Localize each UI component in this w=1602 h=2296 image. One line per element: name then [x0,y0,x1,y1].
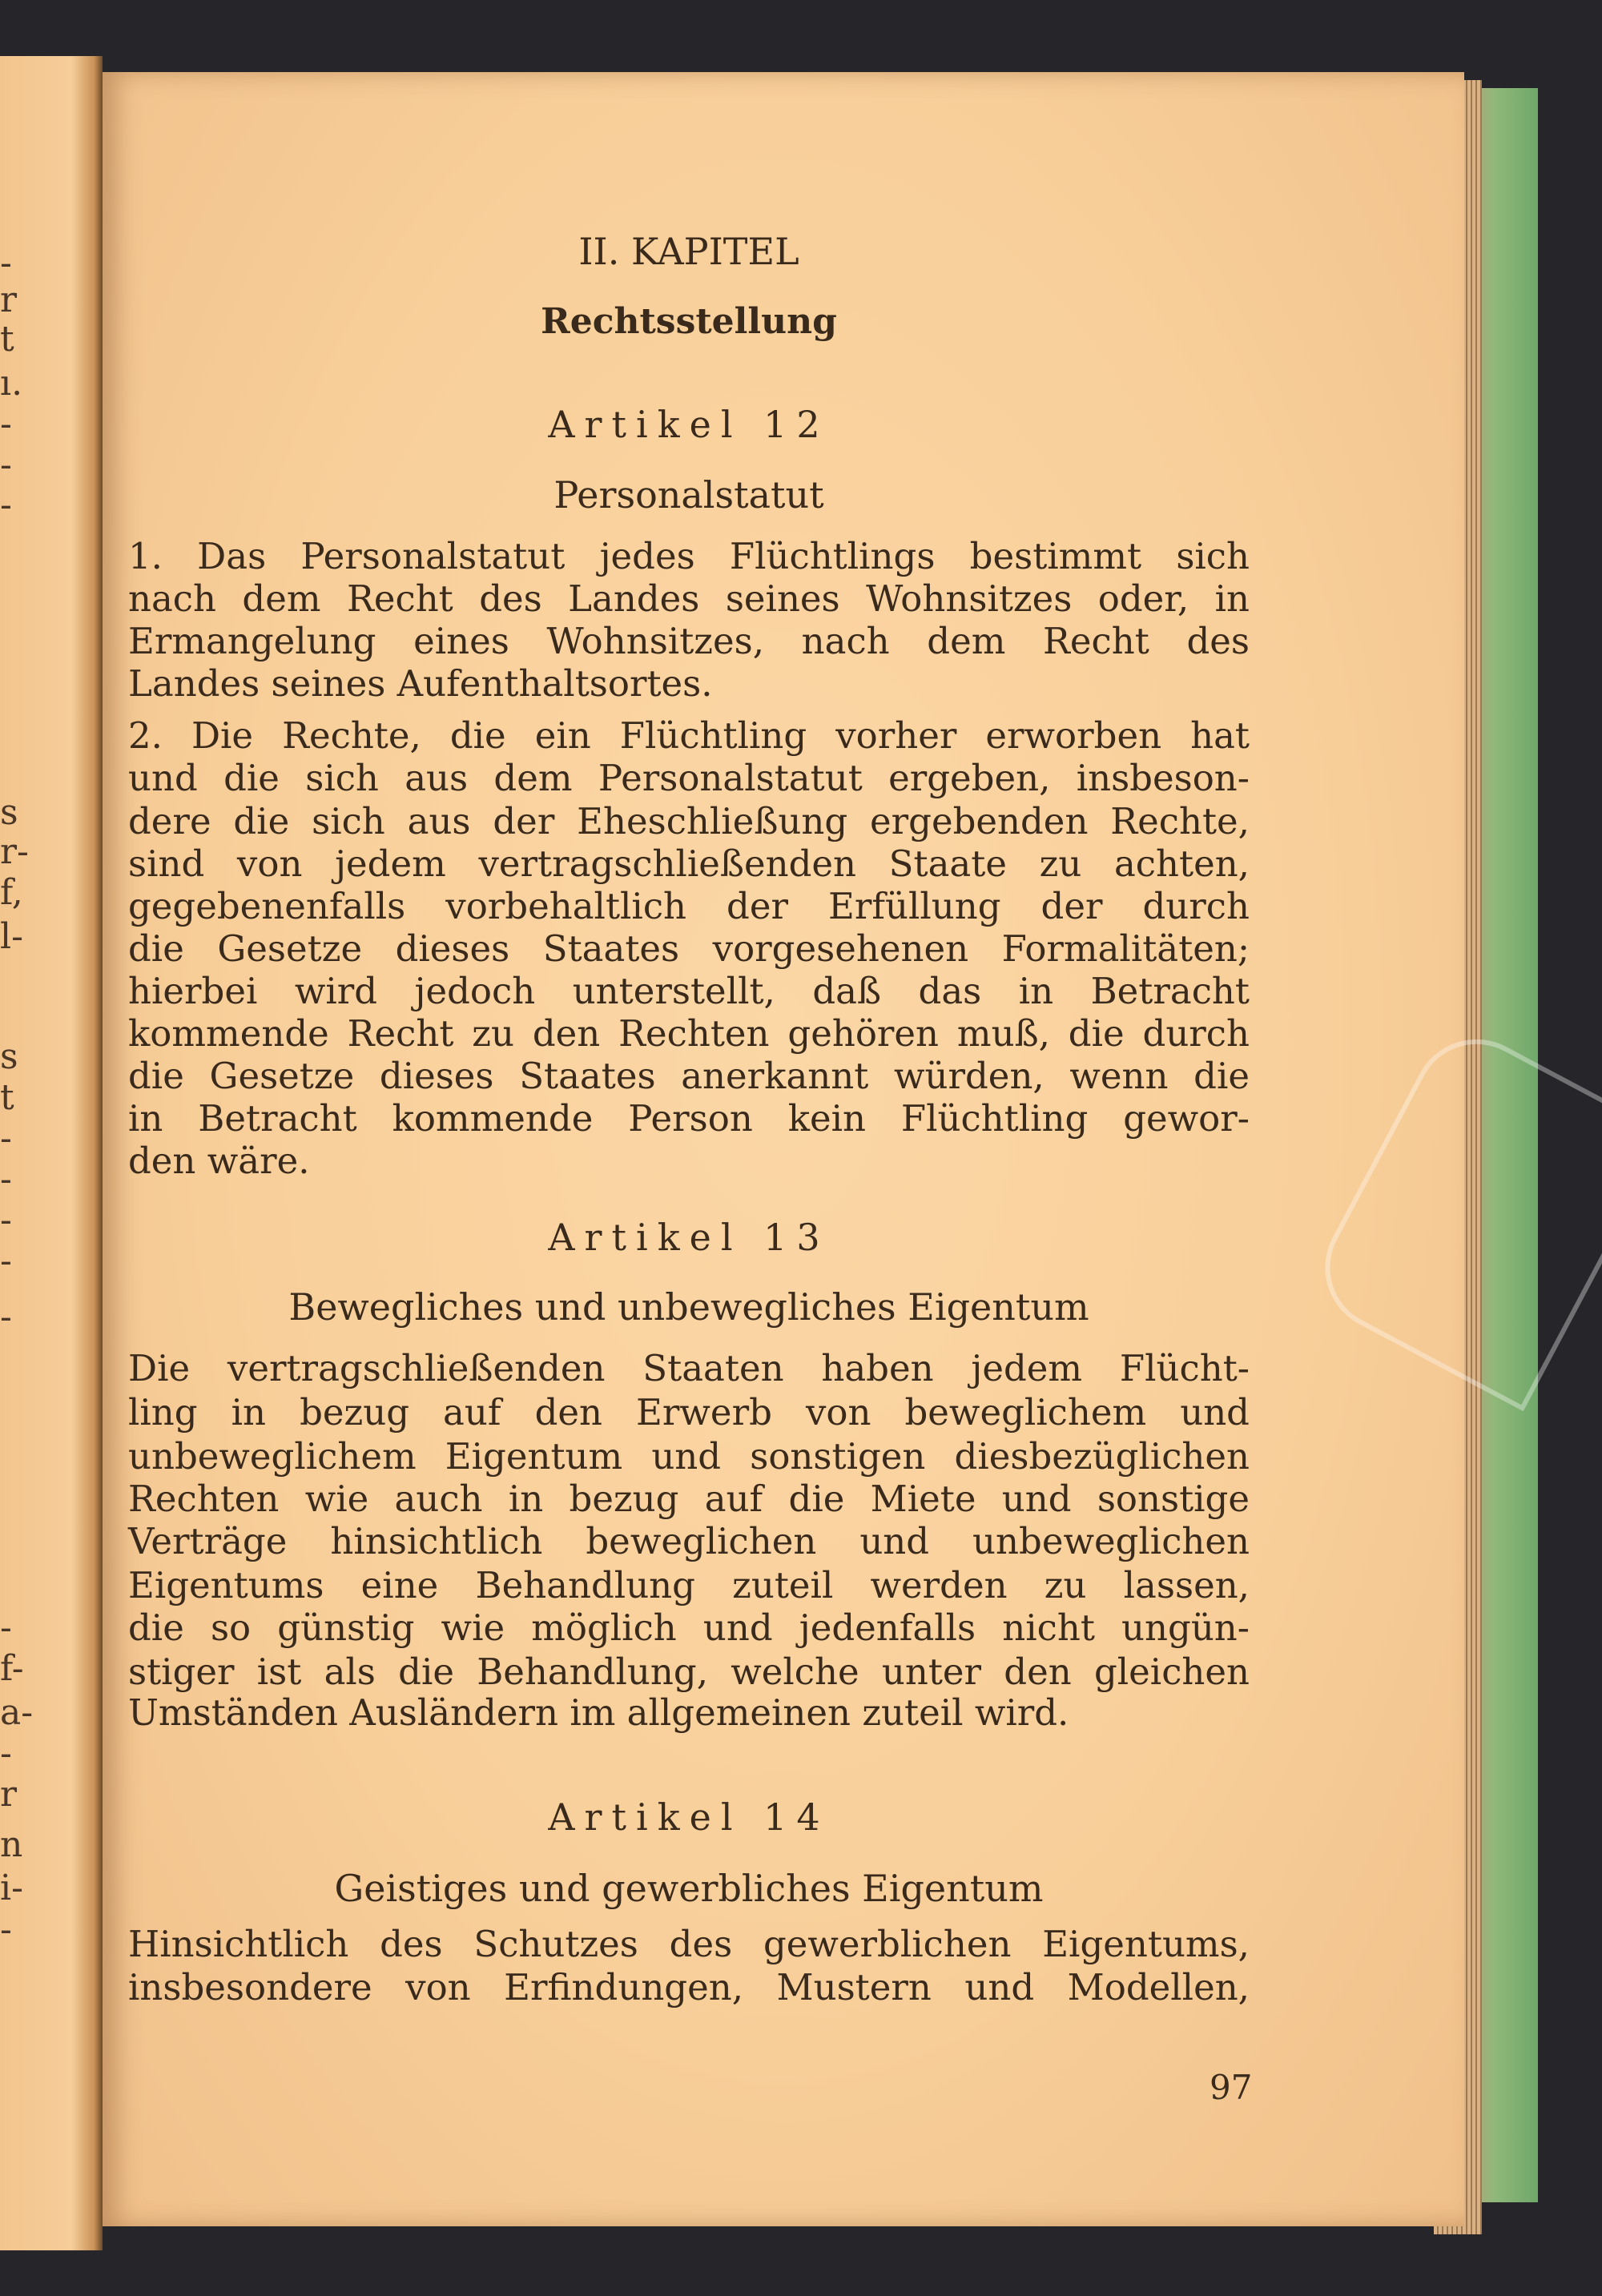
paragraph-line: Rechten wie auch in bezug auf die Miete und sonstige [128,1478,1250,1520]
left-page-fragment: - [0,1607,12,1648]
paragraph-line: die Gesetze dieses Staates anerkannt würden, wenn die [128,1055,1250,1097]
paragraph-line: Umständen Ausländern im allgemeinen zuteil wird. [128,1691,1069,1734]
left-page-fragment: - [0,1909,12,1950]
left-page-fragment: f- [0,1648,24,1689]
left-page-fragment: r [0,279,18,320]
paragraph-line: die Gesetze dieses Staates vorgesehenen Formalitäten; [128,927,1250,970]
paragraph-line: und die sich aus dem Personalstatut ergeben, insbeson- [128,757,1250,799]
paragraph-line: den wäre. [128,1140,310,1182]
left-page-fragment: t [0,1077,14,1118]
left-page-fragment: r [0,1774,18,1815]
paragraph-line: Eigentums eine Behandlung zuteil werden zu lassen, [128,1564,1250,1606]
chapter-title: II. KAPITEL [578,230,799,273]
left-page-fragment: - [0,444,12,485]
paragraph-line: 1. Das Personalstatut jedes Flüchtlings bestimmt sich [128,535,1250,577]
left-page-fragment: f, [0,872,23,913]
paragraph-line: dere die sich aus der Eheschließung ergebenden Rechte, [128,800,1250,842]
paragraph-line: 2. Die Rechte, die ein Flüchtling vorher erworben hat [128,714,1250,757]
left-page-fragment: r- [0,831,29,872]
left-page-fragment: - [0,1240,12,1281]
paragraph-line: hierbei wird jedoch unterstellt, daß das in Betracht [128,970,1250,1012]
left-page-fragment: l- [0,916,23,957]
paragraph-line: in Betracht kommende Person kein Flüchtling gewor- [128,1097,1250,1140]
left-page-fragment: a- [0,1692,34,1733]
paragraph-line: Ermangelung eines Wohnsitzes, nach dem Recht des [128,620,1250,662]
left-page-fragment: - [0,1118,12,1159]
paragraph-line: Landes seines Aufenthaltsortes. [128,662,713,705]
paragraph-line: sind von jedem vertragschließenden Staate zu achten, [128,842,1250,885]
left-page-fragment: - [0,243,12,283]
left-page-fragment: s [0,1036,18,1077]
paragraph-line: nach dem Recht des Landes seines Wohnsitzes oder, in [128,577,1250,620]
article-heading: Artikel 13 [548,1216,830,1259]
paragraph-line: ling in bezug auf den Erwerb von beweglichem und [128,1391,1250,1433]
left-page-fragment: - [0,404,12,444]
paragraph-line: Verträge hinsichtlich beweglichen und unbeweglichen [128,1520,1250,1562]
left-page-fragment: - [0,1733,12,1774]
left-page-fragment: n [0,1824,23,1865]
paragraph-line: insbesondere von Erfindungen, Mustern und Modellen, [128,1966,1250,2008]
left-page-fragment: t [0,319,14,360]
left-page-fragment: ı. [0,363,23,404]
paragraph-line: Hinsichtlich des Schutzes des gewerblichen Eigentums, [128,1923,1250,1965]
paragraph-line: stiger ist als die Behandlung, welche unter den gleichen [128,1651,1250,1693]
paragraph-line: die so günstig wie möglich und jedenfalls nicht ungün- [128,1606,1250,1649]
left-page-fragment: - [0,1200,12,1240]
left-page-fragment: i- [0,1868,23,1908]
article-title: Personalstatut [553,473,824,517]
article-title: Geistiges und gewerbliches Eigentum [334,1867,1044,1910]
article-title: Bewegliches und unbewegliches Eigentum [288,1285,1089,1329]
paragraph-line: gegebenenfalls vorbehaltlich der Erfüllung der durch [128,885,1250,927]
paragraph-line: Die vertragschließenden Staaten haben jedem Flücht- [128,1347,1250,1389]
left-page-fragment: - [0,485,12,525]
article-heading: Artikel 14 [548,1795,830,1839]
left-page-fragment: - [0,1297,12,1337]
left-page-fragment: s [0,792,18,833]
chapter-subtitle: Rechtsstellung [541,301,837,342]
article-heading: Artikel 12 [548,403,830,446]
paragraph-line: kommende Recht zu den Rechten gehören muß, die durch [128,1012,1250,1055]
left-page-fragment: - [0,1159,12,1200]
paragraph-line: unbeweglichem Eigentum und sonstigen diesbezüglichen [128,1435,1250,1478]
page-number: 97 [1210,2068,1253,2107]
